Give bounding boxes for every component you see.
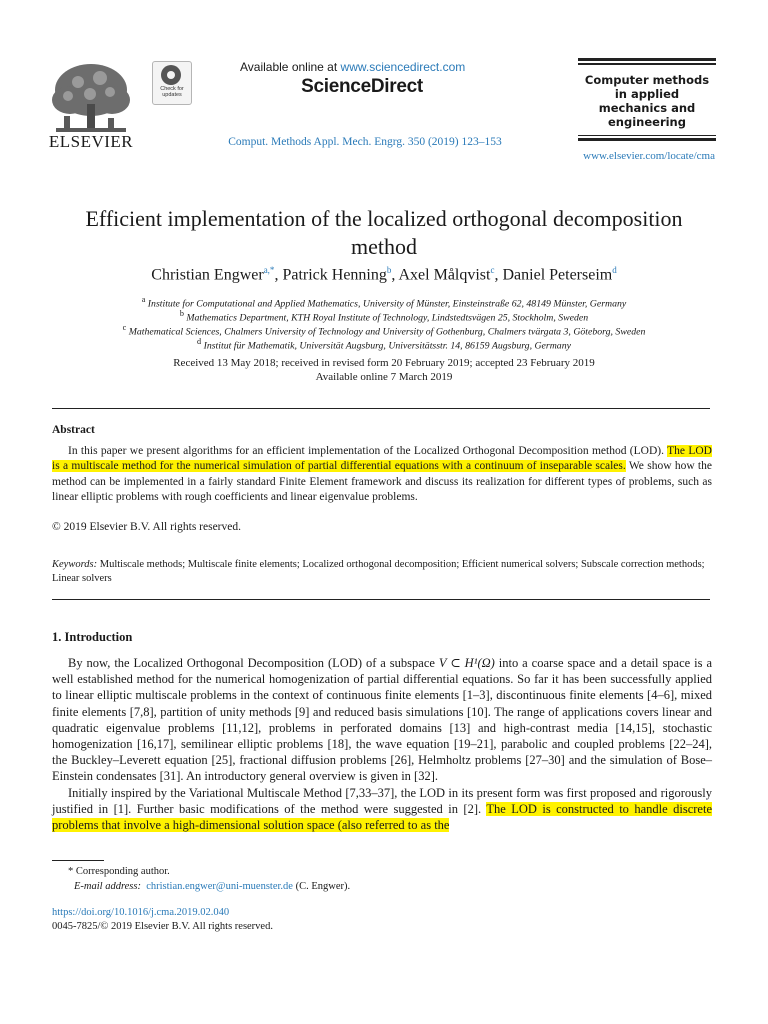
affiliation-text: Institut für Mathematik, Universität Augsburg, Universitätsstr. 14, 86159 Augsburg, Germany bbox=[203, 340, 571, 352]
math-expression: V ⊂ H¹(Ω) bbox=[438, 656, 495, 670]
affiliation-marker: c bbox=[122, 323, 127, 332]
paragraph-text: Initially inspired by the Variational Multiscale Method [7,33–37], the LOD in its present form was first proposed and rigorously justified in [1]. Further basic modifications of the method were suggested in [2]. bbox=[52, 785, 712, 816]
author-affiliation-link[interactable]: c bbox=[490, 265, 495, 275]
abstract-text: In this paper we present algorithms for an efficient implementation of the Localized Orthogonal Decomposition method (LOD). bbox=[68, 445, 668, 457]
abstract-text: We show how the method can be implemented in a fairly standard Finite Element framework and discuss its realization for different types of problems, such as linear elliptic problems with rough coefficients and linear eigenvalue problems. bbox=[52, 460, 712, 503]
divider bbox=[52, 408, 710, 409]
available-online bbox=[240, 60, 465, 74]
footnote-divider bbox=[52, 860, 104, 861]
journal-bar bbox=[578, 58, 716, 61]
keywords-text: Multiscale methods; Multiscale finite elements; Localized orthogonal decomposition; Efficient numerical solvers; Subscale correction methods; Linear solvers bbox=[52, 559, 705, 584]
author-name: Christian Engwer bbox=[151, 266, 264, 284]
badge-line1: Check for bbox=[160, 86, 184, 92]
check-for-updates-badge[interactable] bbox=[152, 61, 192, 105]
affiliation-text: Mathematics Department, KTH Royal Institute of Technology, Lindstedtsvägen 25, Stockholm, Sweden bbox=[186, 312, 589, 324]
footnote-text: Corresponding author. bbox=[73, 866, 170, 877]
check-updates-icon bbox=[161, 65, 181, 85]
affiliation bbox=[40, 309, 728, 323]
journal-title-line3: mechanics and bbox=[598, 100, 696, 115]
journal-bar-thin bbox=[578, 63, 716, 65]
title-line1: Efficient implementation of the localized orthogonal decomposition bbox=[85, 206, 683, 231]
title-line2: method bbox=[351, 234, 417, 259]
footnote-marker: * bbox=[68, 866, 74, 877]
journal-bar bbox=[578, 138, 716, 141]
corresponding-author-note bbox=[68, 866, 170, 877]
abstract-body bbox=[52, 444, 712, 505]
highlighted-text: The LOD is constructed to handle discrete problems that involve a high-dimensional solution space (also referred to as the bbox=[52, 801, 712, 833]
author-affiliation-link[interactable]: a,* bbox=[263, 265, 275, 275]
paragraph-text: into a coarse space and a detail space is a well established method for the numerical homogenization of partial differential equations. So far it has been successfully applied to linear elliptic multiscale problems in the context of continuous finite elements [1–3], discontinuous finite elements [4–6], mixed finite elements [7,8], partition of unity methods [9] and reduced basis simulations [10]. The range of applications covers linear and quadratic eigenvalue problems [11,12], problems in perforated domains [13] and high-contrast media [14,15], stochastic homogenization [16,17], semilinear elliptic problems [18], the wave equation [19–21], parabolic and coupled problems [22–24], the Buckley–Leverett equation [25], fractional diffusion problems [26], Helmholtz problems [27–30] and the simulation of Bose–Einstein condensates [31]. An introductory general overview is given in [32]. bbox=[52, 656, 712, 784]
keywords bbox=[52, 558, 712, 586]
badge-line2: updates bbox=[162, 92, 182, 98]
affiliation bbox=[40, 295, 728, 309]
divider bbox=[52, 599, 710, 600]
journal-title-line2: in applied bbox=[614, 86, 680, 101]
author-name: Daniel Peterseim bbox=[502, 266, 613, 284]
affiliation-marker: a bbox=[141, 295, 146, 304]
journal-bar-thin bbox=[578, 135, 716, 137]
journal-title-box bbox=[578, 58, 716, 143]
received-dates: Received 13 May 2018; received in revised form 20 February 2019; accepted 23 February 2019 bbox=[173, 357, 595, 369]
affiliation-marker: d bbox=[197, 337, 202, 346]
author-affiliation-link[interactable]: d bbox=[612, 265, 617, 275]
email-link[interactable]: christian.engwer@uni-muenster.de bbox=[146, 881, 293, 892]
keywords-label: Keywords: bbox=[52, 559, 98, 570]
journal-title bbox=[578, 73, 716, 129]
affiliation bbox=[40, 323, 728, 337]
abstract-heading: Abstract bbox=[52, 424, 95, 436]
email-suffix: (C. Engwer). bbox=[292, 881, 351, 892]
affiliation-marker: b bbox=[179, 309, 184, 318]
email-note bbox=[74, 881, 350, 892]
paragraph-text: By now, the Localized Orthogonal Decomposition (LOD) of a subspace bbox=[68, 656, 439, 670]
abstract-copyright: © 2019 Elsevier B.V. All rights reserved. bbox=[52, 521, 241, 533]
introduction-body bbox=[52, 655, 712, 833]
sciencedirect-link[interactable]: www.sciencedirect.com bbox=[340, 60, 466, 74]
author-name: Axel Målqvist bbox=[398, 266, 491, 284]
affiliation-text: Mathematical Sciences, Chalmers University of Technology and University of Gothenburg, Chalmers tvärgata 3, Göteborg, Sweden bbox=[128, 326, 646, 338]
article-title bbox=[40, 205, 728, 261]
author-name: Patrick Henning bbox=[282, 266, 387, 284]
platform-name: ScienceDirect bbox=[301, 76, 423, 97]
affiliation-text: Institute for Computational and Applied Mathematics, University of Münster, Einsteinstraße 62, 48149 Münster, Germany bbox=[147, 298, 627, 310]
journal-reference[interactable]: Comput. Methods Appl. Mech. Engrg. 350 (2019) 123–153 bbox=[228, 136, 502, 148]
email-label: E-mail address: bbox=[74, 881, 141, 892]
author-list: Christian Engwer$^{a,*}$, Patrick Henning$^b$, Axel Målqvist$^c$, Daniel Peterseim$^d$ bbox=[151, 265, 617, 284]
affiliation bbox=[40, 337, 728, 351]
available-online-date: Available online 7 March 2019 bbox=[315, 371, 453, 383]
publisher-wordmark: ELSEVIER bbox=[48, 132, 134, 151]
author-affiliation-link[interactable]: b bbox=[386, 265, 392, 275]
issn-copyright: 0045-7825/© 2019 Elsevier B.V. All rights reserved. bbox=[52, 921, 273, 932]
journal-url[interactable]: www.elsevier.com/locate/cma bbox=[583, 150, 715, 162]
journal-title-line4: engineering bbox=[608, 114, 686, 129]
section-heading: 1. Introduction bbox=[52, 630, 133, 644]
journal-title-line1: Computer methods bbox=[584, 72, 710, 87]
highlighted-text: The LOD is a multiscale method for the numerical simulation of partial differential equations with a continuum of inseparable scales. bbox=[52, 445, 712, 473]
available-prefix: Available online at bbox=[240, 60, 341, 74]
doi-link[interactable]: https://doi.org/10.1016/j.cma.2019.02.040 bbox=[52, 907, 230, 918]
